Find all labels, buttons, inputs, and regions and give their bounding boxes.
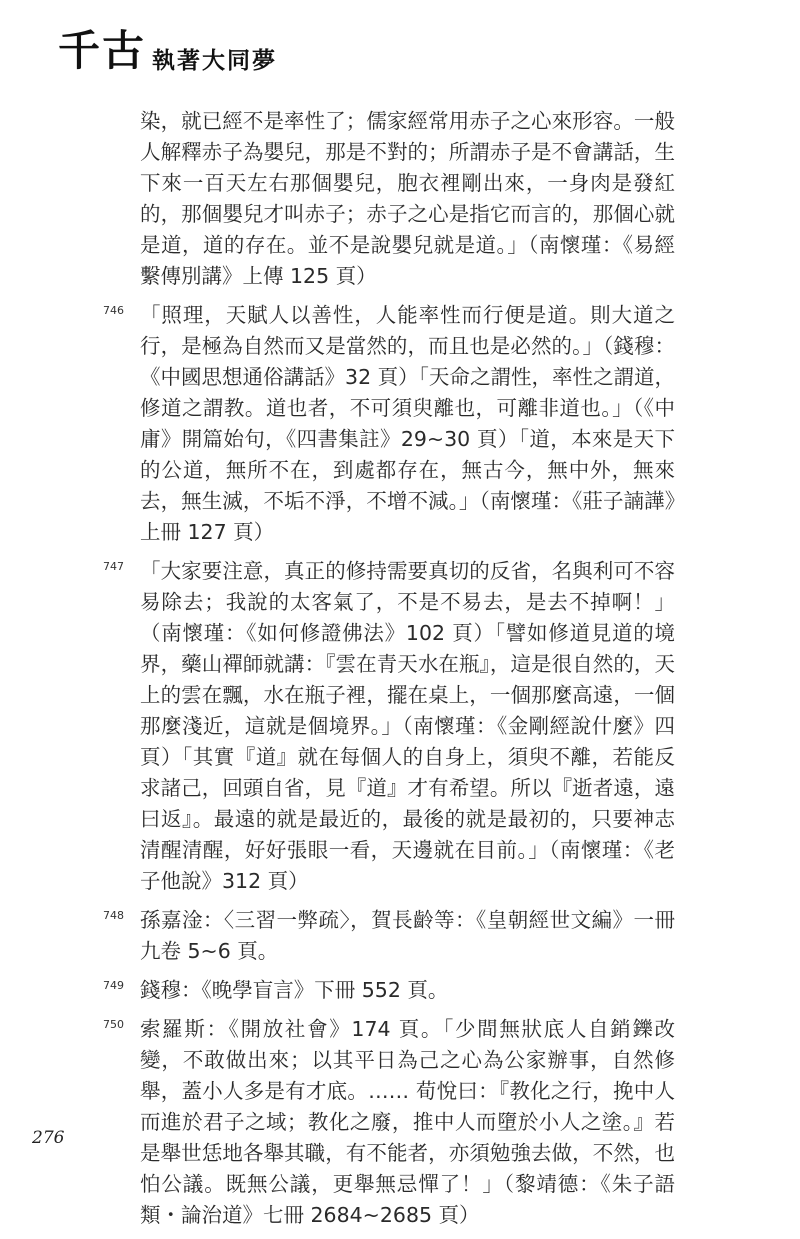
footnote-text: 染，就已經不是率性了；儒家經常用赤子之心來形容。一般人解釋赤子為嬰兒，那是不對的；所謂赤子是不會講話，生下來一百天左右那個嬰兒，胞衣裡剛出來，一身肉是發紅的，那個嬰兒才叫赤子；赤子之心是指它而言的，那個心就是道，道的存在。並不是說嬰兒就是道。」（南懷瑾：《易經繫傳別講》上傳 125 頁） — [140, 109, 675, 288]
footnote-text: 「照理，天賦人以善性，人能率性而行便是道。則大道之行，是極為自然而又是當然的，而且也是必然的。」（錢穆：《中國思想通俗講話》32 頁）「天命之謂性，率性之謂道，修道之謂教。道也者，不可須臾離也，可離非道也。」（《中庸》開篇始句，《四書集註》29~30 頁）「道，本來是天下的公道，無所不在，到處都存在，無古今，無中外，無來去，無生滅，不垢不淨，不增不減。」（南懷瑾：《莊子諵譁》上冊 127 頁） — [140, 303, 675, 544]
footnote-text: 孫嘉淦：〈三習一弊疏〉，賀長齡等：《皇朝經世文編》一冊九卷 5~6 頁。 — [140, 908, 675, 963]
footnote-number: 749 — [103, 979, 124, 992]
footnote-747 — [100, 556, 675, 897]
footnotes — [100, 106, 675, 1239]
footnote-749 — [100, 975, 675, 1006]
running-header — [58, 26, 278, 75]
footnote-text: 錢穆：《晚學盲言》下冊 552 頁。 — [140, 978, 449, 1002]
page-number: 276 — [32, 1128, 65, 1148]
footnote-750 — [100, 1014, 675, 1231]
footnote-continuation — [100, 106, 675, 292]
footnote-number: 746 — [103, 304, 124, 317]
footnote-number: 747 — [103, 560, 124, 573]
footnote-748 — [100, 905, 675, 967]
book-subtitle: 執著大同夢 — [152, 47, 278, 74]
footnote-text: 「大家要注意，真正的修持需要真切的反省，名與利可不容易除去；我說的太客氣了，不是不易去，是去不掉啊！」（南懷瑾：《如何修證佛法》102 頁）「譬如修道見道的境界，藥山禪師就講：『雲在青天水在瓶』，這是很自然的，天上的雲在飄，水在瓶子裡，擺在桌上，一個那麼高遠，一個那麼淺近，這就是個境界。」（南懷瑾：《金剛經說什麼》四頁）「其實『道』就在每個人的自身上，須臾不離，若能反求諸己，回頭自省，見『道』才有希望。所以『逝者遠，遠曰返』。最遠的就是最近的，最後的就是最初的，只要神志清醒清醒，好好張眼一看，天邊就在目前。」（南懷瑾：《老子他說》312 頁） — [140, 559, 675, 893]
footnote-number: 750 — [103, 1018, 124, 1031]
footnote-746 — [100, 300, 675, 548]
footnote-text: 索羅斯：《開放社會》174 頁。「少間無狀底人自銷鑠改變，不敢做出來；以其平日為己之心為公家辦事，自然修舉，蓋小人多是有才底。…… 荀悅曰：『教化之行，挽中人而進於君子之域；教化之廢，推中人而墮於小人之塗。』若是舉世恁地各舉其職，有不能者，亦須勉強去做，不然，也怕公議。既無公議，更舉無忌憚了！」（黎靖德：《朱子語類・論治道》七冊 2684~2685 頁） — [140, 1017, 675, 1227]
book-title: 千古 — [58, 26, 147, 75]
footnote-number: 748 — [103, 909, 124, 922]
